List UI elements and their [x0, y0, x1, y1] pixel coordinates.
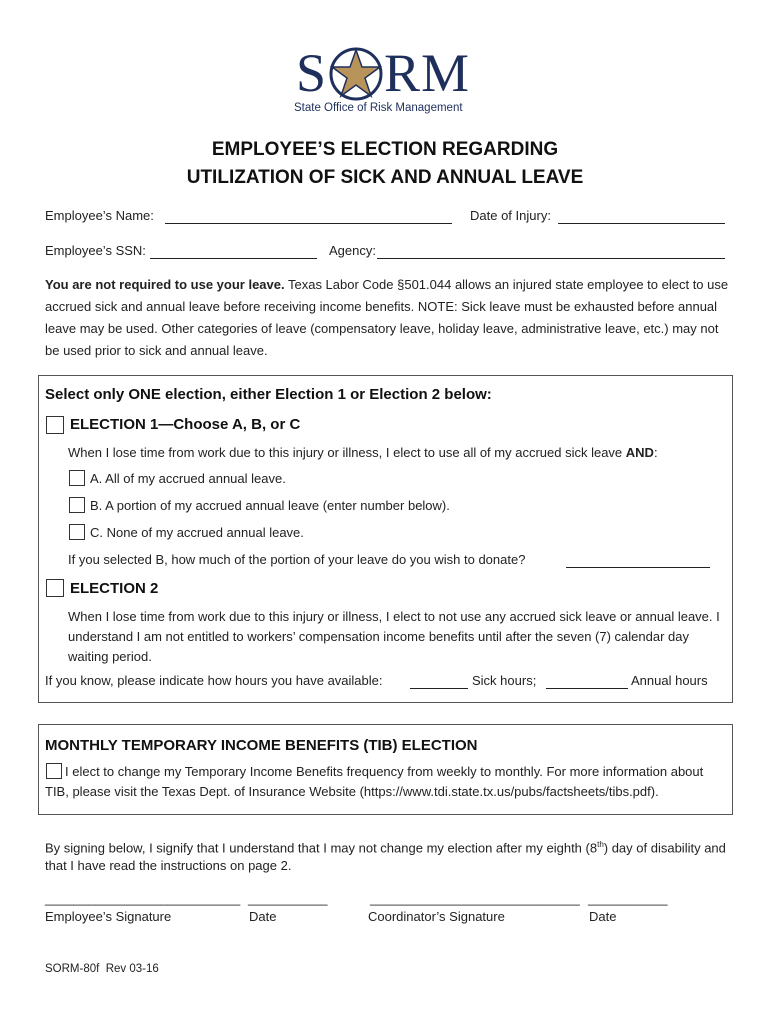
tib-line2: TIB, please visit the Texas Dept. of Insurance Website (https://www.tdi.state.tx.us/pubs/factsheets/tibs.pdf). — [45, 784, 659, 799]
election2-checkbox[interactable] — [46, 579, 64, 597]
election-heading: Select only ONE election, either Election 1 or Election 2 below: — [45, 386, 492, 403]
signing-pre: By signing below, I signify that I understand that I may not change my election after my eighth (8 — [45, 840, 598, 856]
hours-prompt: If you know, please indicate how hours you have available: — [45, 673, 383, 688]
option-c-checkbox[interactable] — [69, 524, 85, 540]
logo-subtitle: State Office of Risk Management — [294, 102, 463, 114]
employee-signature-line[interactable]: ___________________________ — [45, 891, 241, 906]
election1-desc-pre: When I lose time from work due to this injury or illness, I elect to use all of my accrued sick leave — [68, 445, 626, 460]
form-id-footer: SORM-80f Rev 03-16 — [45, 963, 159, 975]
annual-hours-label: Annual hours — [631, 673, 708, 688]
employee-date-label: Date — [249, 909, 277, 924]
intro-bold: You are not required to use your leave. — [45, 277, 285, 292]
agency-field[interactable] — [377, 258, 725, 259]
option-c-label: C. None of my accrued annual leave. — [90, 525, 304, 540]
date-of-injury-label: Date of Injury: — [470, 208, 551, 223]
sorm-logo — [292, 44, 482, 118]
election1-description — [68, 445, 658, 460]
employee-ssn-label: Employee’s SSN: — [45, 243, 146, 258]
option-b-checkbox[interactable] — [69, 497, 85, 513]
star-seal-icon — [328, 46, 384, 102]
option-a-label: A. All of my accrued annual leave. — [90, 471, 286, 486]
election1-checkbox[interactable] — [46, 416, 64, 434]
coordinator-signature-line[interactable]: _____________________________ — [370, 891, 580, 906]
agency-label: Agency: — [329, 243, 376, 258]
portion-amount-field[interactable] — [566, 567, 710, 568]
election2-title: ELECTION 2 — [70, 580, 159, 597]
intro-text: Texas Labor Code §501.044 allows an injured state employee to elect to use accrued sick and annual leave before receiving income benefits. NOTE: Sick leave must be exhausted before annual leave may be used. Other categories of leave (compensatory leave, holiday leave, administrative leave, etc.) may not be used prior to sick and annual leave. — [45, 277, 729, 358]
tib-checkbox[interactable] — [46, 763, 62, 779]
election1-desc-and: AND — [625, 445, 654, 460]
coordinator-signature-label: Coordinator’s Signature — [368, 909, 505, 924]
signing-statement-line2: that I have read the instructions on page 2. — [45, 858, 292, 873]
employee-ssn-field[interactable] — [150, 258, 317, 259]
employee-name-field[interactable] — [165, 223, 452, 224]
tib-line1: I elect to change my Temporary Income Benefits frequency from weekly to monthly. For more information about — [65, 764, 704, 779]
form-title-line1: EMPLOYEE’S ELECTION REGARDING — [211, 139, 559, 160]
tib-heading: MONTHLY TEMPORARY INCOME BENEFITS (TIB) ELECTION — [45, 737, 478, 754]
election2-description: When I lose time from work due to this injury or illness, I elect to not use any accrued sick leave or annual leave. I understand I am not entitled to workers’ compensation income benefits until after the seven (7) calendar day waiting period. — [68, 609, 720, 664]
signing-statement-line1 — [45, 840, 726, 855]
logo-letter-s: S — [296, 43, 328, 103]
election1-desc-post: : — [653, 445, 658, 460]
intro-paragraph — [45, 274, 730, 362]
annual-hours-field[interactable] — [546, 688, 628, 689]
option-b-label: B. A portion of my accrued annual leave (enter number below). — [90, 498, 450, 513]
date-of-injury-field[interactable] — [558, 223, 725, 224]
sick-hours-field[interactable] — [410, 688, 468, 689]
portion-question: If you selected B, how much of the portion of your leave do you wish to donate? — [68, 552, 526, 567]
signing-sup: th — [597, 840, 604, 849]
logo-wordmark — [292, 44, 482, 102]
option-a-checkbox[interactable] — [69, 470, 85, 486]
coordinator-date-line[interactable]: ___________ — [588, 891, 668, 906]
employee-name-label: Employee’s Name: — [45, 208, 154, 223]
employee-date-line[interactable]: ___________ — [248, 891, 328, 906]
employee-signature-label: Employee’s Signature — [45, 909, 172, 924]
logo-letters-rm: RM — [384, 43, 471, 103]
sick-hours-label: Sick hours; — [472, 673, 537, 688]
signing-post: ) day of disability and — [603, 840, 726, 856]
coordinator-date-label: Date — [589, 909, 617, 924]
form-title-line2: UTILIZATION OF SICK AND ANNUAL LEAVE — [186, 167, 584, 188]
election1-title: ELECTION 1—Choose A, B, or C — [70, 416, 301, 433]
